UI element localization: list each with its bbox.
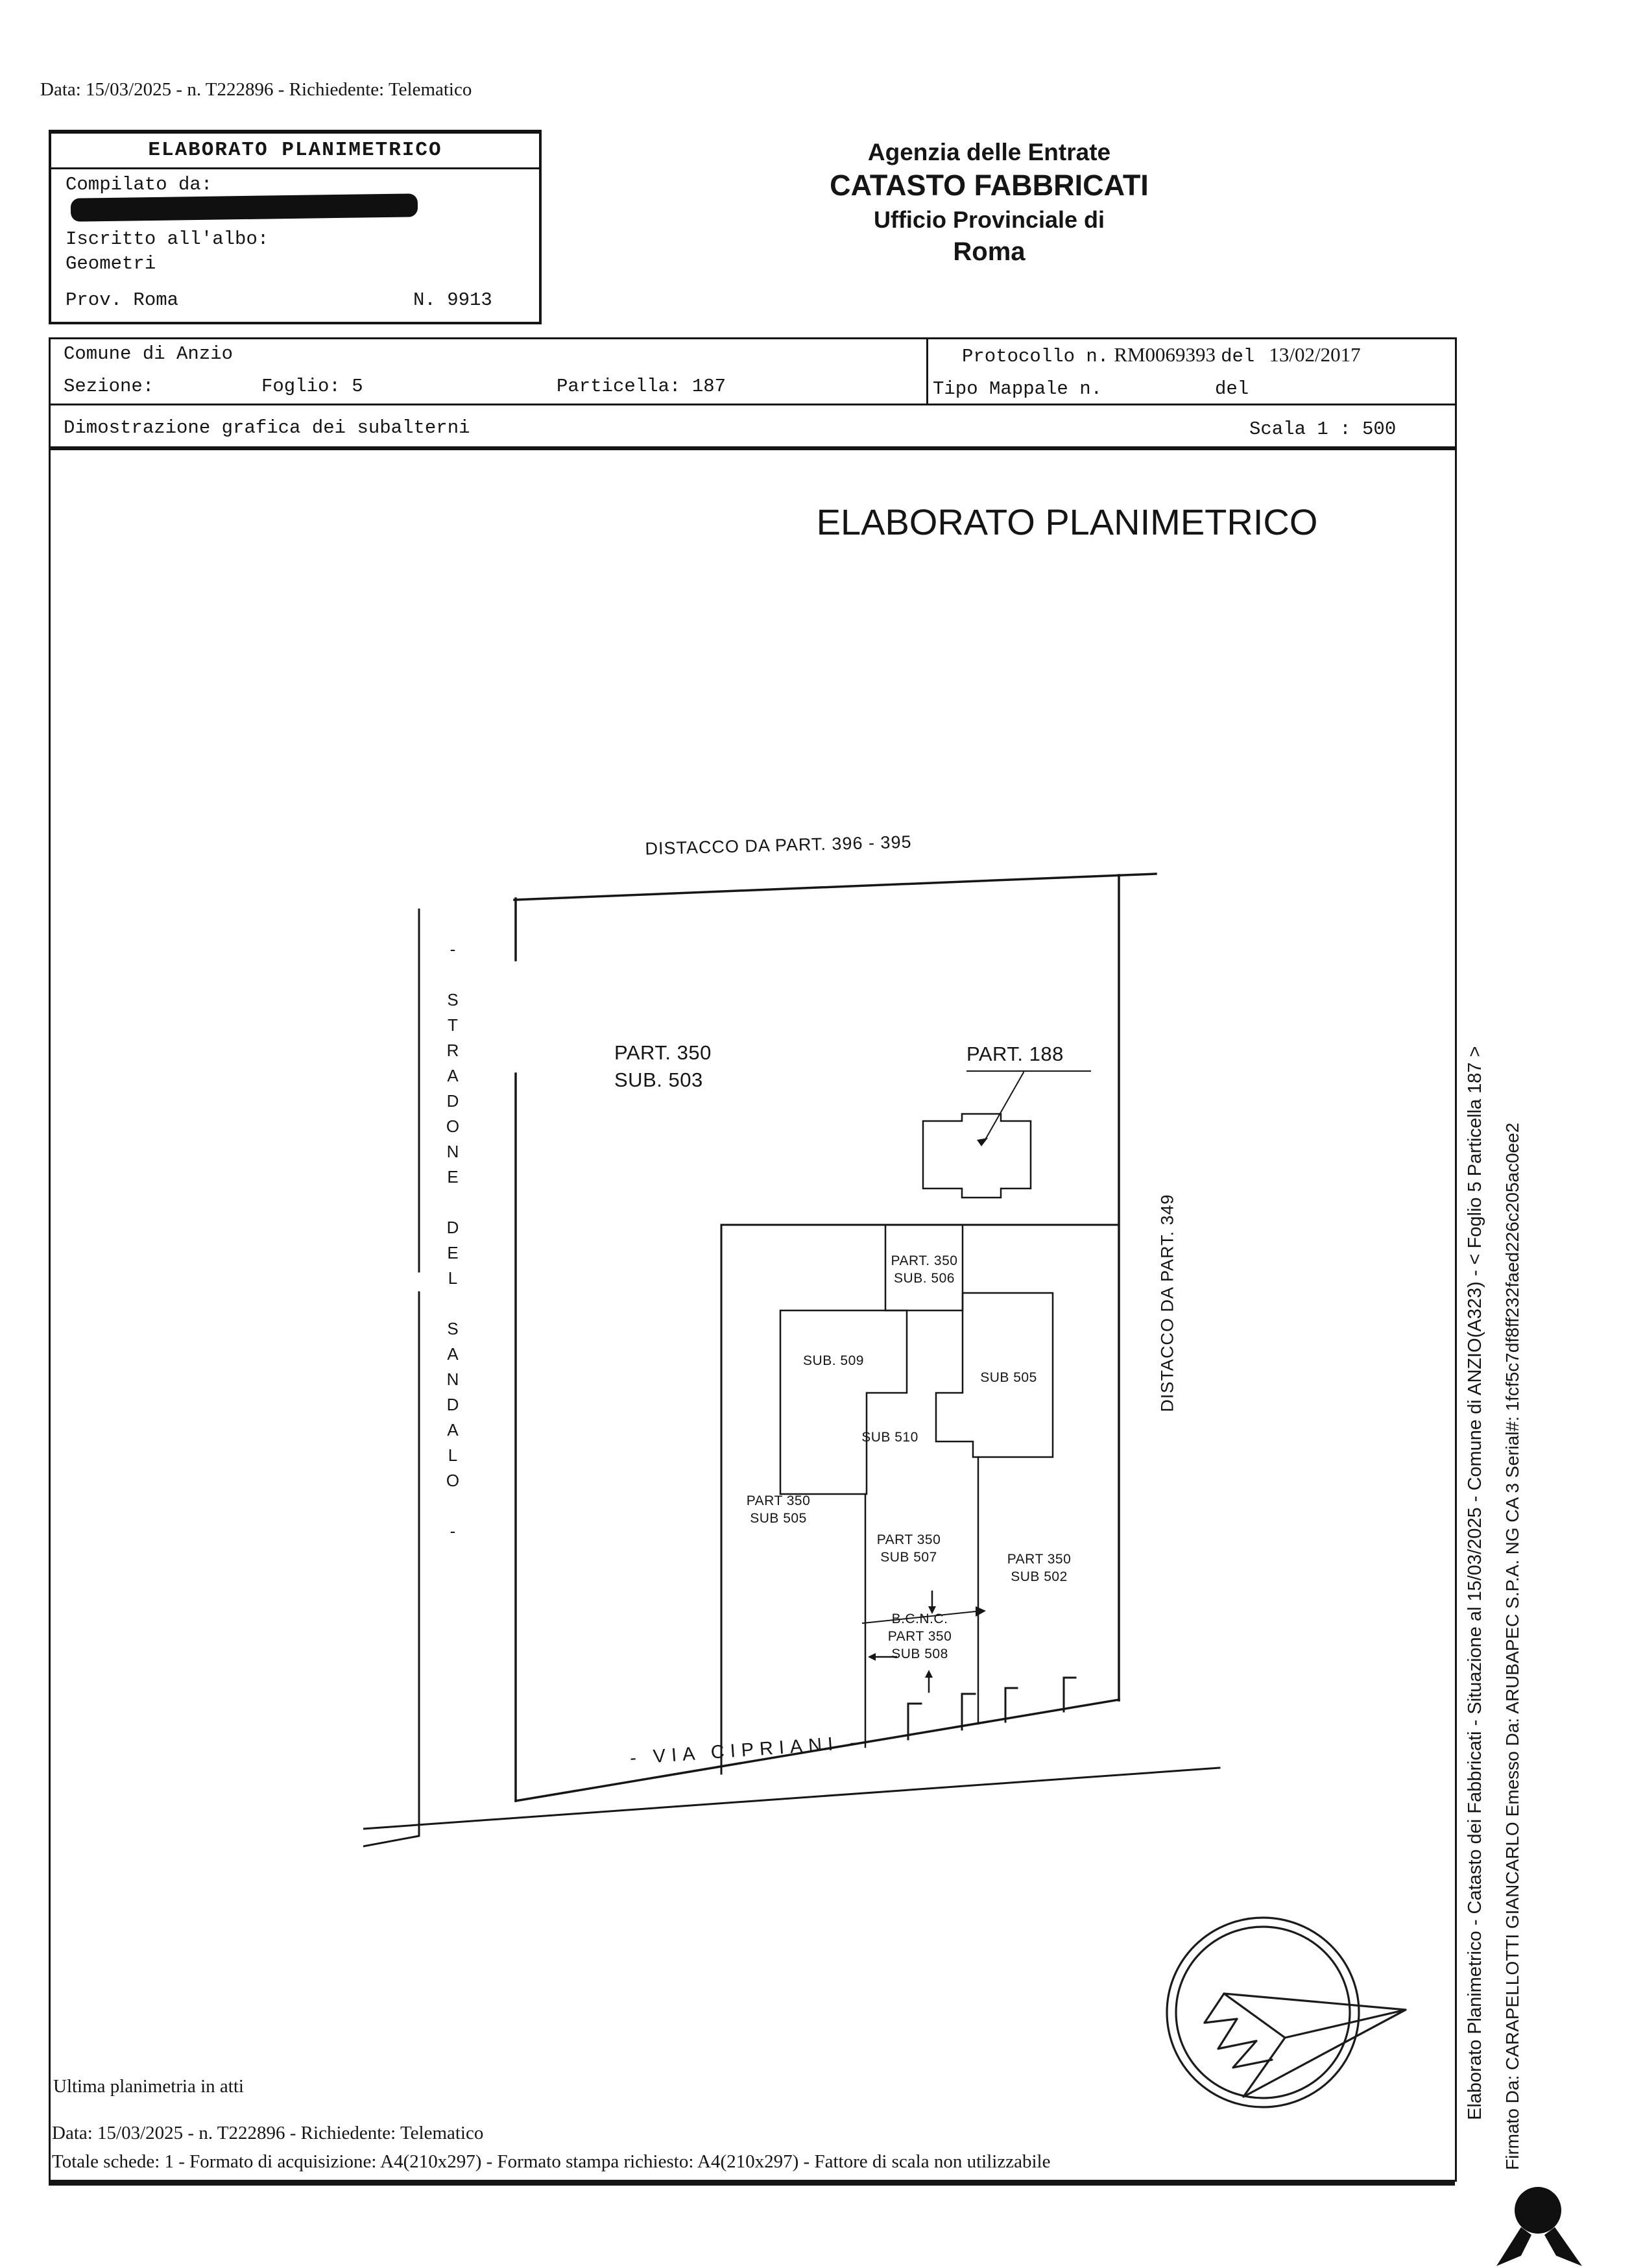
particella-value: Particella: 187 [557,376,726,397]
bcnc-arrowhead-left [868,1653,876,1661]
part188-leader-arrowhead [977,1138,988,1146]
compiler-box-title: ELABORATO PLANIMETRICO [148,139,442,162]
divider-arrowhead [976,1606,986,1617]
label-street-via-cipriani: - VIA CIPRIANI - [629,1731,863,1769]
protocollo-label: Protocollo n. [962,346,1109,367]
label-sub506-line1: PART. 350 [891,1253,958,1268]
label-sub506 [882,1252,966,1287]
seal-ribbon-left [1496,2227,1531,2266]
agency-line1: Agenzia delle Entrate [867,139,1111,165]
label-sub507-line1: PART 350 [876,1532,941,1547]
street-line-stradone [363,910,419,1846]
label-part350-line1: PART. 350 [614,1041,712,1064]
label-sub510: SUB 510 [861,1430,918,1445]
seal-ribbon-right [1544,2227,1582,2266]
foglio-value: Foglio: 5 [261,376,363,397]
agency-line4: Roma [953,237,1026,266]
label-sub509: SUB. 509 [803,1353,864,1368]
label-distacco-top: DISTACCO DA PART. 396 - 395 [645,832,912,859]
bcnc-arrowhead-bottom [925,1670,933,1678]
building-part188 [923,1114,1031,1198]
logo-outer-circle [1167,1918,1359,2107]
protocollo-line [962,343,1361,367]
logo-inner-circle [1176,1927,1350,2098]
drawing-title: ELABORATO PLANIMETRICO [816,501,1318,542]
label-sub507-line2: SUB 507 [880,1550,937,1565]
sezione-label: Sezione: [64,376,154,397]
label-bcnc-line1: B.C.N.C. [891,1611,948,1626]
label-sub502-line1: PART 350 [1007,1552,1072,1567]
site-plan [363,824,1232,1849]
label-sub505-lower [736,1492,821,1527]
info-cell-divider [926,339,928,404]
prov-value: Prov. Roma [66,289,179,311]
footer-data-line: Data: 15/03/2025 - n. T222896 - Richiedente: Telematico [52,2123,484,2143]
label-sub505-lower-line1: PART 350 [746,1493,811,1508]
redacted-name [71,193,418,221]
part188-leader-line [984,1072,1024,1142]
agency-line2: CATASTO FABBRICATI [830,169,1149,202]
label-sub505-upper: SUB 505 [980,1370,1037,1385]
albo-value: Geometri [66,253,156,274]
tipo-mappale-del: del [1215,378,1249,400]
footer-totale-line: Totale schede: 1 - Formato di acquisizione: A4(210x297) - Formato stampa richiesto: A4(210x297) - Fattore di scala non utilizzabile [52,2151,1051,2172]
margin-cert-line1: Elaborato Planimetrico - Catasto dei Fabbricati - Situazione al 15/03/2025 - Comune di ANZIO(A323) - < Foglio 5 Particella 187 > [1465,1046,1485,2120]
agency-header [739,138,1239,267]
label-part188: PART. 188 [966,1041,1091,1072]
request-data-line: Data: 15/03/2025 - n. T222896 - Richiedente: Telematico [40,79,472,100]
signature-seal [1487,2183,1591,2268]
paper-plane-logo [1164,1901,1411,2121]
label-sub506-line2: SUB. 506 [894,1271,955,1286]
label-distacco-right: DISTACCO DA PART. 349 [1157,1194,1177,1412]
label-part350-line2: SUB. 503 [614,1068,703,1091]
label-part350-sub503 [614,1039,712,1094]
protocollo-del: del [1221,346,1255,367]
compilato-label: Compilato da: [66,174,213,195]
info-row-divider [51,404,1455,405]
street-line-via-cipriani [363,1768,1219,1829]
dimostrazione-label: Dimostrazione grafica dei subalterni [64,417,470,439]
site-plan-svg [363,824,1232,1849]
agency-line3: Ufficio Provinciale di [873,206,1105,233]
label-bcnc-line2: PART 350 [887,1629,952,1644]
label-sub505-lower-line2: SUB 505 [750,1511,807,1526]
tipo-mappale-label: Tipo Mappale n. [933,378,1103,400]
label-sub502 [997,1550,1081,1586]
protocollo-date: 13/02/2017 [1269,343,1361,366]
room-sub509-walls [780,1310,907,1494]
albo-number: N. 9913 [413,289,492,311]
label-bcnc-line3: SUB 508 [891,1647,948,1661]
margin-cert-line2: Firmato Da: CARAPELLOTTI GIANCARLO Emesso Da: ARUBAPEC S.P.A. NG CA 3 Serial#: 1fcf5c7df8ff232faed226c205ac0ee2 [1502,1122,1522,2170]
plot-boundary-top [514,874,1156,900]
seal-rosette [1515,2187,1561,2234]
iscritto-label: Iscritto all'albo: [66,228,269,250]
scala-value: Scala 1 : 500 [1249,418,1397,440]
label-bcnc [878,1610,962,1663]
comune-value: Comune di Anzio [64,343,234,365]
bottom-heavy-rule [49,2181,1455,2186]
compiler-box [49,130,542,324]
label-sub507 [867,1531,951,1566]
label-street-stradone: - STRADONE DEL SANDALO - [443,939,462,1547]
footer-ultima: Ultima planimetria in atti [53,2076,244,2097]
protocollo-number: RM0069393 [1114,343,1216,366]
signature-seal-svg [1487,2183,1591,2268]
parcel-info-box [49,337,1457,450]
label-sub502-line2: SUB 502 [1011,1569,1068,1584]
paper-plane-logo-svg [1164,1901,1411,2121]
compiler-box-separator [51,167,539,169]
